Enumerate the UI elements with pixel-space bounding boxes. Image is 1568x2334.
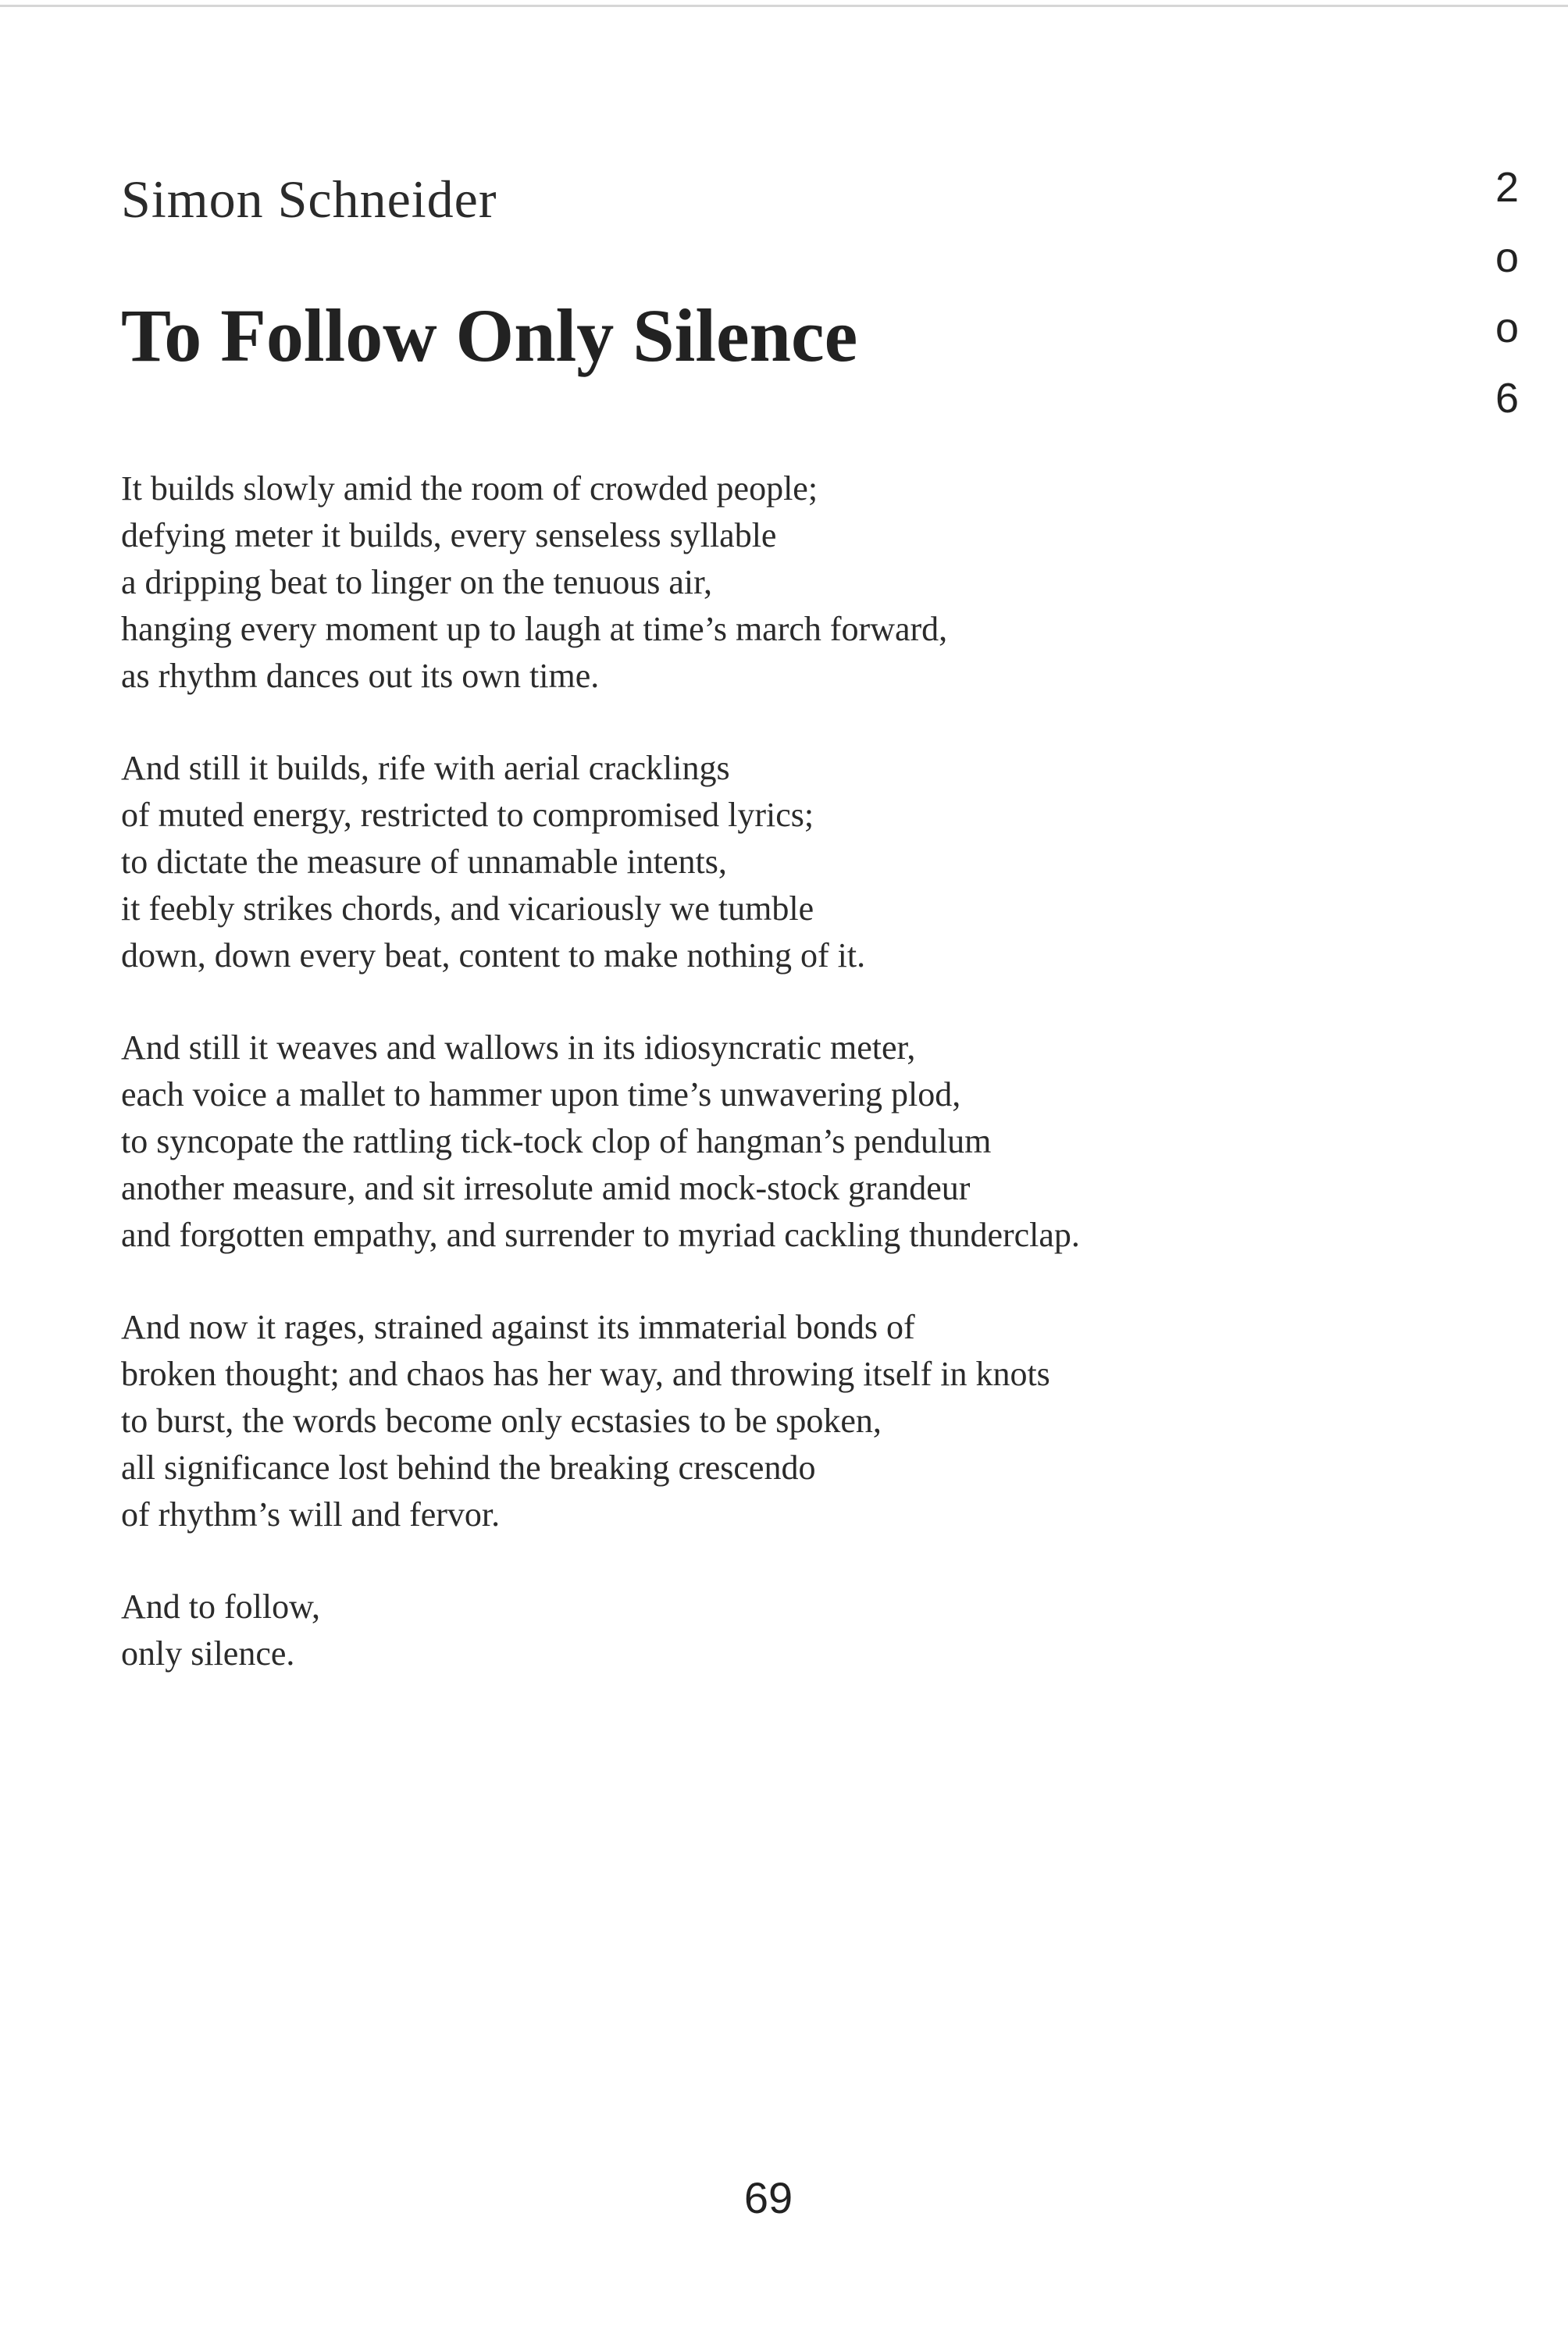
stanza [121,465,1339,700]
poem-body [121,465,1339,1723]
page-number: 69 [743,2173,793,2222]
poem-line: broken thought; and chaos has her way, and throwing itself in knots [121,1355,1050,1393]
poem-line: only silence. [121,1634,295,1673]
year-digit: o [1495,305,1520,351]
poem-line: to burst, the words become only ecstasies to be spoken, [121,1402,882,1440]
poem-line: of muted energy, restricted to compromised lyrics; [121,796,814,834]
year-digit: o [1495,234,1520,281]
poem-line: And still it weaves and wallows in its idiosyncratic meter, [121,1028,916,1067]
poem-line: down, down every beat, content to make nothing of it. [121,936,866,975]
poem-line: all significance lost behind the breaking crescendo [121,1449,816,1487]
poem-line: defying meter it builds, every senseless syllable [121,516,777,554]
author-name: Simon Schneider [121,169,497,229]
poem-line: And still it builds, rife with aerial cracklings [121,749,730,787]
stanza [121,1584,1339,1677]
poem-line: another measure, and sit irresolute amid mock-stock grandeur [121,1169,971,1207]
stanza [121,745,1339,979]
scan-top-edge [0,5,1568,7]
stanza [121,1024,1339,1259]
poem-line: as rhythm dances out its own time. [121,657,600,695]
poem-line: And to follow, [121,1587,321,1626]
poem-line: it feebly strikes chords, and vicariously we tumble [121,889,814,928]
poem-line: to syncopate the rattling tick-tock clop of hangman’s pendulum [121,1122,992,1160]
poem-title: To Follow Only Silence [121,294,858,377]
poem-line: and forgotten empathy, and surrender to myriad cackling thunderclap. [121,1216,1080,1254]
year-vertical [1468,152,1546,433]
year-digit: 2 [1495,164,1520,211]
poem-line: of rhythm’s will and fervor. [121,1495,501,1534]
year-digit: 6 [1495,375,1520,422]
stanza [121,1304,1339,1538]
poem-line: hanging every moment up to laugh at time’s march forward, [121,610,948,648]
poem-line: a dripping beat to linger on the tenuous air, [121,563,713,601]
poem-line: each voice a mallet to hammer upon time’s unwavering plod, [121,1075,961,1114]
poem-line: It builds slowly amid the room of crowded people; [121,469,818,508]
poem-line: to dictate the measure of unnamable intents, [121,843,727,881]
poem-line: And now it rages, strained against its immaterial bonds of [121,1308,915,1346]
